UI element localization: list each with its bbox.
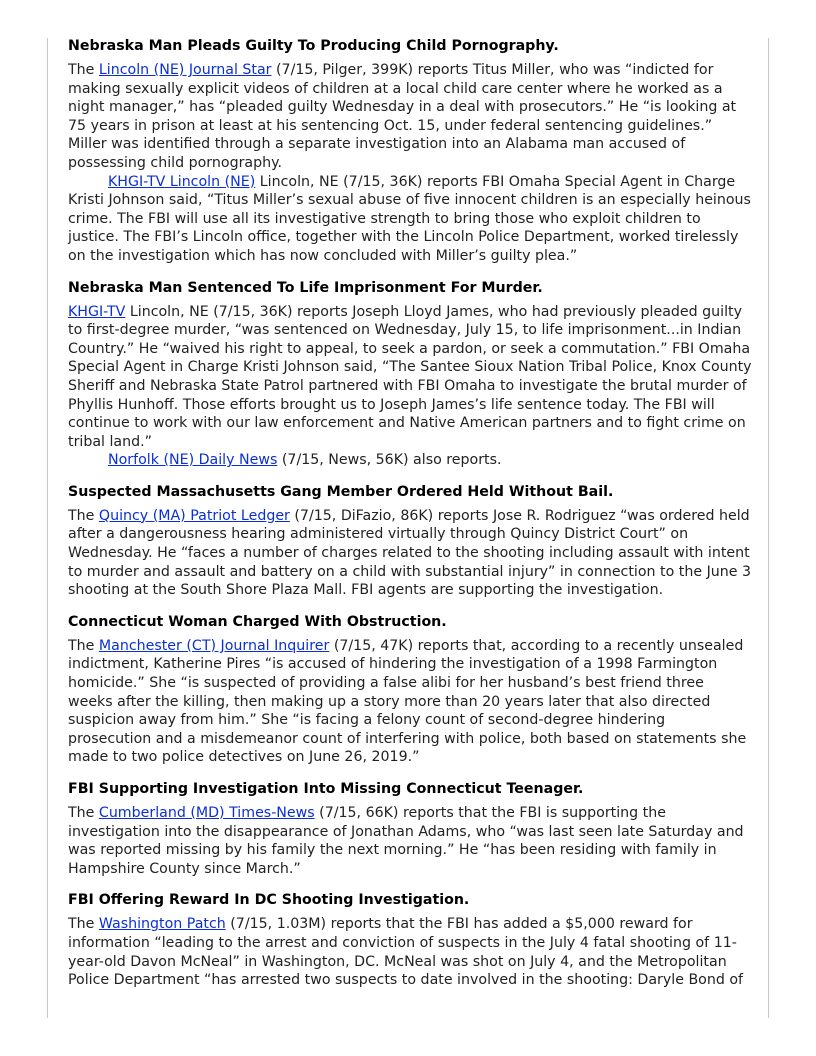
article-headline: Connecticut Woman Charged With Obstruction. [68,613,447,630]
source-link[interactable]: KHGI-TV [68,303,126,320]
source-link[interactable]: Norfolk (NE) Daily News [108,452,278,469]
paragraph-text: (7/15, DiFazio, 86K) reports Jose R. Rodriguez “was ordered held after a dangerousness hearing administered virtually through Quincy District Court” on Wednesday. He “faces a number of charges related to the shooting including assault with intent to murder and assault and battery on a child with substantial injury” in connection to the June 3 shooting at the South Shore Plaza Mall. FBI agents are supporting the investigation. [68,507,752,599]
paragraph-lead: The [68,507,99,524]
paragraph-text: (7/15, 66K) reports that the FBI is supporting the investigation into the disappearance of Jonathan Adams, who “was last seen late Saturday and was reported missing by his family the next morning.” He “has been residing with family in Hampshire County since March.” [68,805,744,877]
source-link[interactable]: Washington Patch [98,916,226,933]
article-paragraph [68,637,752,767]
source-link[interactable]: Manchester (CT) Journal Inquirer [98,637,330,654]
article-headline: Nebraska Man Sentenced To Life Imprisonment For Murder. [68,279,543,296]
article-paragraph [68,303,752,452]
paragraph-lead: The [68,637,99,654]
article-paragraph [68,61,752,173]
article [68,278,752,470]
article [68,612,752,767]
right-margin-rule [768,38,769,1018]
news-clips-page [68,36,752,1002]
article [68,890,752,989]
article-paragraph [68,915,752,989]
source-link[interactable]: KHGI-TV Lincoln (NE) [108,173,256,190]
article-paragraph [68,451,752,470]
article [68,482,752,600]
paragraph-lead: The [68,805,99,821]
source-link[interactable]: Cumberland (MD) Times-News [98,805,315,821]
left-margin-rule [47,38,48,1018]
paragraph-text: Lincoln, NE (7/15, 36K) reports FBI Omaha Special Agent in Charge Kristi Johnson said, “Titus Miller’s sexual abuse of five innocent children is an especially heinous crime. The FBI will use all its investigative strength to bring those who exploit children to justice. The FBI’s Lincoln office, together with the Lincoln Police Department, worked tirelessly on the investigation which has now concluded with Miller’s guilty plea.” [68,173,751,264]
source-link[interactable]: Lincoln (NE) Journal Star [98,62,272,78]
article [68,36,752,266]
article-paragraph [68,804,752,878]
article [68,779,752,878]
paragraph-lead: The [68,62,99,78]
paragraph-text: (7/15, 1.03M) reports that the FBI has added a $5,000 reward for information “leading to the arrest and conviction of suspects in the July 4 fatal shooting of 11-year-old Davon McNeal” in Washington, DC. McNeal was shot on July 4, and the Metropolitan Police Department “has arrested two suspects to date involved in the shooting: Daryle Bond of [68,916,744,989]
article-headline: FBI Supporting Investigation Into Missing Connecticut Teenager. [68,781,584,797]
paragraph-text: (7/15, News, 56K) also reports. [277,452,502,469]
article-paragraph [68,507,752,600]
paragraph-text: (7/15, 47K) reports that, according to a recently unsealed indictment, Katherine Pires “is accused of hindering the investigation of a 1998 Farmington homicide.” She “is suspected of providing a false alibi for her husband’s best friend three weeks after the killing, then making up a story more than 20 years later that also directed suspicion away from him.” She “is facing a felony count of second-degree hindering prosecution and a misdemeanor count of interfering with police, both based on statements she made to two police detectives on June 26, 2019.” [68,637,747,766]
source-link[interactable]: Quincy (MA) Patriot Ledger [98,507,290,524]
paragraph-lead: The [68,916,99,933]
article-headline: Suspected Massachusetts Gang Member Ordered Held Without Bail. [68,483,614,500]
article-paragraph [68,173,752,266]
paragraph-text: (7/15, Pilger, 399K) reports Titus Miller, who was “indicted for making sexually explicit videos of children at a local child care center where he worked as a night manager,” has “pleaded guilty Wednesday in a deal with prosecutors.” He “is looking at 75 years in prison at least at his sentencing Oct. 15, under federal sentencing guidelines.” Miller was identified through a separate investigation into an Alabama man accused of possessing child pornography. [68,62,737,171]
article-headline: Nebraska Man Pleads Guilty To Producing Child Pornography. [68,38,559,54]
article-headline: FBI Offering Reward In DC Shooting Investigation. [68,892,470,909]
paragraph-text: Lincoln, NE (7/15, 36K) reports Joseph Lloyd James, who had previously pleaded guilty to first-degree murder, “was sentenced on Wednesday, July 15, to life imprisonment...in Indian Country.” He “waived his right to appeal, to seek a pardon, or seek a commutation.” FBI Omaha Special Agent in Charge Kristi Johnson said, “The Santee Sioux Nation Tribal Police, Knox County Sheriff and Nebraska State Patrol partnered with FBI Omaha to investigate the brutal murder of Phyllis Hunhoff. Those efforts brought us to Joseph James’s life sentence today. The FBI will continue to work with our law enforcement and Native American partners and to fight crime on tribal land.” [68,303,752,450]
